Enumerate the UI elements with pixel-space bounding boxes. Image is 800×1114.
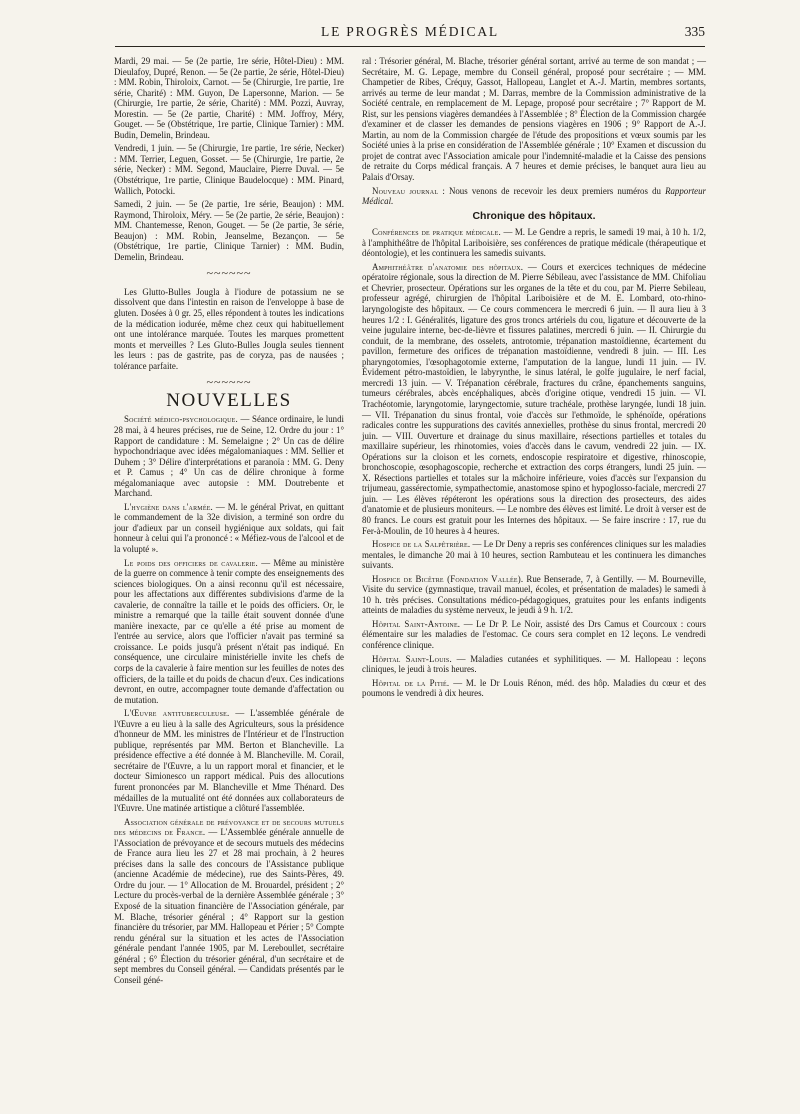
hospital-lead: Amphithéâtre d'anatomie des hôpitaux. (372, 261, 524, 272)
hospital-lead: Hôpital Saint-Antoine. (372, 618, 461, 629)
hospital-text: Rue Benserade, 7, à Gentilly. — M. Bourneville, Visite du service (gymnastique, travail manuel, écoles, et présentation de malades) le samedi à 10 h. très précises. Consultations médico-pédagogiques, gratuites pour les enfants indigents atteints de maladies du système nerveux, le jeudi à 9 h. 1/2. (362, 573, 706, 616)
nouvelles-heading: NOUVELLES (166, 389, 292, 411)
hospital-lead: Hôpital de la Pitié. (372, 677, 450, 688)
gluto-bulles-notice: Les Glutto-Bulles Jougla à l'iodure de potassium ne se dissolvent que dans l'intestin en raison de l'enveloppe à base de gluten. Dosées à 0 gr. 25, elles répondent à toutes les indications de la médication iodurée, même chez ceux qui habituellement ont une intolérance marquée. Toutes les marques promettent monts et merveilles ? Les Gluto-Bulles Jougla seules tiennent les leurs : pas de gastrite, pas de coryza, pas de nausées ; tolérance parfaite. (114, 286, 344, 371)
news-text: — Même au ministère de la guerre on commence à tenir compte des enseignements des sciences biologiques. On a ainsi reconnu qu'il est nécessaire, pour les affectations aux différentes subdivisions d'arme de la cavalerie, de connaître la taille et le poids des officiers. Or, le ministre a remarqué que la taille était souvent donnée d'une manière inexacte, par ce qu'elle a été prise au moment de l'entrée au service, alors que l'officier n'avait pas terminé sa croissance. Le poids jusqu'à présent n'était pas indiqué. En conséquence, une circulaire ministérielle invite les chefs de corps de la cavalerie à faire mention sur les feuilles de notes des officiers, de la taille et du poids de chacun d'eux. Ces indications devront, en outre, accompagner toute demande d'affectation ou de mutation. (114, 557, 345, 705)
news-item (362, 186, 706, 207)
news-lead: Association générale de prévoyance et de secours mutuels des médecins de France. (114, 816, 344, 838)
journal-name: Rapporteur Médical. (362, 185, 706, 207)
assembly-continuation: ral : Trésorier général, M. Blache, trésorier général sortant, arrivé au terme de son mandat ; — Secrétaire, M. G. Lepage, membre du Conseil général, proposé pour secrétaire ; — MM. Champetier de Ribes, Créquy, Gassot, Hallopeau, Langlet et A.-J. Martin, membres sortants, arrivés au terme de leur mandat ; M. Darras, membre de la Commission administrative de la Société centrale, en remplacement de M. Lepage, proposé pour secrétaire ; 7° Rapport de M. Rist, sur les pensions viagères demandées à l'Assemblée ; 8° Élection de la Commission chargée d'examiner et de classer les demandes de pensions viagères en 1906 ; 9° Rapport de A.-J. Martin, au nom de la Commission chargée de l'étude des propositions et vœux soumis par les Société unies à la prise en considération de l'Assemblée générale ; 10° Examen et discussion du projet de contrat avec l'Association amicale pour l'indemnité-maladie et la Caisse des pensions de retraite du Corps médical français. A 7 heures et demie précises, le banquet aura lieu au Palais d'Orsay. (362, 56, 706, 183)
hospital-item (362, 574, 706, 616)
hospital-item (362, 654, 706, 675)
page-header (115, 22, 705, 47)
hospital-lead: Hôpital Saint-Louis. (372, 653, 452, 664)
hospital-text: — M. le Dr Louis Rénon, méd. des hôp. Maladies du cœur et des poumons le vendredi à dix heures. (362, 677, 706, 699)
exam-schedule-tuesday: Mardi, 29 mai. — 5e (2e partie, 1re série, Hôtel-Dieu) : MM. Dieulafoy, Dupré, Renon. — 5e (2e partie, 2e série, Hôtel-Dieu) : MM. Robin, Thiroloix, Carnot. — 5e (Chirurgie, 1re partie, 1re série, Charité) : MM. Guyon, De Lapersonne, Marion. — 5e (Chirurgie, 1re partie, 2e série, Charité) : MM. Pozzi, Auvray, Morestin. — 5e (2e partie, Charité) : MM. Joffroy, Méry, Gouget. — 5e (Obstétrique, 1re partie, Clinique Tarnier) : MM. Budin, Demelin, Brindeau. (114, 56, 344, 140)
news-lead: Nouveau journal (372, 185, 439, 196)
hospital-lead: Conférences de pratique médicale. (372, 227, 501, 238)
news-lead: Le poids des officiers de cavalerie. (124, 557, 258, 568)
hospital-item (362, 678, 706, 699)
hospital-item (362, 227, 706, 259)
news-text: — L'Assemblée générale annuelle de l'Association de prévoyance et de secours mutuels des médecins de France aura lieu les 27 et 28 mai prochain, à 2 heures précises dans la salle des concours de l'Assistance publique (ancienne Académie de médecine), rue des Saints-Pères, 49. Ordre du jour. — 1° Allocation de M. Brouardel, président ; 2° Lecture du procès-verbal de la dernière Assemblée générale ; 3° Exposé de la situation financière de l'Association générale, par M. Blache, trésorier général ; 4° Rapport sur la gestion financière du trésorier, par MM. Hallopeau et Périer ; 5° Compte rendu général sur la situation et les actes de l'Association générale pendant l'année 1905, par M. Lereboullet, secrétaire général ; 6° Élection du trésorier général, d'un secrétaire et de sept membres du Conseil général. — Candidats présentés par le Conseil géné- (114, 827, 345, 985)
news-item (114, 558, 344, 706)
news-text: : Nous venons de recevoir les deux premiers numéros du (438, 185, 666, 196)
news-item (114, 708, 344, 813)
ornament-divider: ~~~~~~ (206, 375, 252, 390)
news-item (114, 502, 344, 555)
hospital-item (362, 539, 706, 571)
news-lead: L'hygiène dans l'armée. (124, 501, 213, 512)
hospital-item (362, 619, 706, 651)
hospital-lead: Hospice de la Salpêtrière. (372, 539, 471, 550)
exam-schedule-saturday: Samedi, 2 juin. — 5e (2e partie, 1re série, Beaujon) : MM. Raymond, Thiroloix, Méry. — 5e (2e partie, 2e série, Beaujon) : MM. Chantemesse, Renon, Gouget. — 5e (2e partie, 3e série, Beaujon) : MM. Robin, Jeanselme, Bezançon. — 5e (Obstétrique, 1re partie, Clinique Tarnier) : MM. Budin, Demelin, Brindeau. (114, 199, 344, 262)
hospital-text: — Le Dr P. Le Noir, assisté des Drs Camus et Courcoux : cours élémentaire sur les maladies de l'estomac. Ce cours sera complet en 12 leçons. Le vendredi conférence clinique. (362, 618, 706, 650)
hospital-lead: Hospice de Bicêtre (Fondation Vallée). (372, 573, 524, 584)
hospital-text: — Le Dr Deny a repris ses conférences cliniques sur les maladies mentales, le dimanche 20 mai à 10 heures, section Rambuteau et les continuera les dimanches suivants. (362, 539, 706, 571)
news-text: — M. le général Privat, en quittant le commandement de la 32e division, a terminé son ordre du jour d'adieux par un conseil hygiénique aux soldats, qui fait honneur à celui qui l'a prononcé : « Méfiez-vous de l'alcool et de la volupté ». (114, 501, 344, 554)
news-item (114, 817, 344, 986)
news-text: — L'assemblée générale de l'Œuvre a eu lieu à la salle des Agriculteurs, sous la présidence d'honneur de MM. les ministres de l'Intérieur et de l'Instruction publique, représentés par MM. Berton et Blancheville. La présidence effective a été donnée à M. Blancheville. M. Corail, secrétaire de l'Œuvre, a lu un rapport moral et financier, et le docteur Simionesco un rapport médical. Puis des allocutions furent prononcées par M. Blancheville et Mme Thénard. Des médailles de la mutualité ont été données aux collaborateurs de l'Œuvre. Une matinée artistique a clôturé l'assemblée. (114, 708, 344, 814)
news-lead: L'Œuvre antituberculeuse. (124, 708, 230, 719)
hospital-item (362, 262, 706, 536)
journal-title: LE PROGRÈS MÉDICAL (321, 24, 499, 39)
news-item (114, 414, 344, 498)
chronique-heading: Chronique des hôpitaux. (472, 209, 596, 222)
news-lead: Société médico-psychologique. (124, 414, 238, 425)
ornament-divider: ~~~~~~ (206, 266, 252, 281)
page-number: 335 (684, 24, 705, 39)
news-text: — Séance ordinaire, le lundi 28 mai, à 4 heures précises, rue de Seine, 12. Ordre du jour : 1° Rapport de candidature : M. Semelaigne ; 2° Un cas de délire hypochondriaque avec idées mégalomaniaques : MM. Sellier et Duhem ; 3° Délire d'interprétations et paranoïa : MM. G. Deny et P. Camus ; 4° Un cas de délire chronique à forme mégalomaniaque avec autopsie : MM. Doutrebente et Marchand. (114, 414, 344, 499)
exam-schedule-friday: Vendredi, 1 juin. — 5e (Chirurgie, 1re partie, 1re série, Necker) : MM. Terrier, Leguen, Gosset. — 5e (Chirurgie, 1re partie, 2e série, Necker) : MM. Segond, Mauclaire, Pierre Duval. — 5e (Obstétrique, 1re partie, Clinique Baudelocque) : MM. Pinard, Wallich, Potocki. (114, 143, 344, 196)
hospital-text: — Cours et exercices techniques de médecine opératoire régionale, sous la direction de M. Pierre Sébileau, avec l'assistance de MM. Chifoliau et Chevrier, prosecteur. Opérations sur les organes de la tête et du cou, par M. Pierre Sebileau, professeur agrégé, chirurgien de l'hôpital Lariboisière et de M. E. Lombard, oto-rhino-laryngologiste des hôpitaux. — Ce cours commencera le mercredi 6 juin. — Il aura lieu à 3 heures 1/2 : I. Généralités, ligature des gros troncs artériels du cou, ligature et découverte de la veine jugulaire interne, bec-de-lièvre et fissures palatines, mercredi 6 juin. — II. Chirurgie du conduit, de la membrane, des osselets, antrotomie, trépanation mastoïdienne, écartement du pavillon, fermeture des orifices de trépanation mastoïdienne, vendredi 8 juin. — III. Les pharyngotomies, l'œsophagotomie externe, l'amputation de la langue, lundi 11 juin. — IV. Évidement pétro-mastoïdien, le labyrynthe, le sinus latéral, le golfe jugulaire, le nerf facial, mercredi 13 juin. — V. Trépanation cérébrale, fractures du crâne, épanchements sanguins, tumeurs cérébrales, abcès encéphaliques, abcès d'origine otique, vendredi 15 juin. — VI. Trachéotomie, laryngotomie, laryngectomie, suture trachéale, prothèse laryngée, lundi 18 juin. — VII. Trépanation du sinus frontal, voie d'accès sur l'ethmoïde, le sphénoïde, opérations radicales contre les suppurations des cavités annexielles, prothèse du sinus frontal, mercredi 20 juin. — VIII. Ouverture et drainage du sinus maxillaire, résections partielles et totales du maxillaire supérieur, les rhinotomies, voies d'accès dans le cavum, vendredi 22 juin. — IX. Opérations sur la cloison et les cornets, endoscopie respiratoire et digestive, rhinoscopie, bronchoscopie, œsophagoscopie, recherche et extraction des corps étrangers, lundi 25 juin. — X. Résections partielles et totales sur la mâchoire inférieure, voies d'accès sur l'expansion du trijumeau, gassérectomie, sympathectomie, anastomose spino et hypoglosso-faciale, mercredi 27 juin. — Les élèves répéteront les opérations sous la direction des prosecteurs, des aides d'anatomie et de plusieurs moniteurs. — Le nombre des élèves est limité. Le droit à verser est de 80 francs. Le cours est gratuit pour les Internes des hôpitaux. — Se faire inscrire : 17, rue du Fer-à-Moulin, de 10 heures à 4 heures. (362, 261, 706, 536)
hospital-text: — Maladies cutanées et syphilitiques. — M. Hallopeau : leçons cliniques, le jeudi à trois heures. (362, 653, 707, 675)
right-column (362, 56, 706, 702)
left-column (114, 56, 344, 988)
hospital-text: — M. Le Gendre a repris, le samedi 19 mai, à 10 h. 1/2, à l'amphithéâtre de l'hôpital Lariboisière, ses conférences de pratique médicale (thérapeutique et déontologie), et les continuera les samedis suivants. (362, 227, 707, 259)
